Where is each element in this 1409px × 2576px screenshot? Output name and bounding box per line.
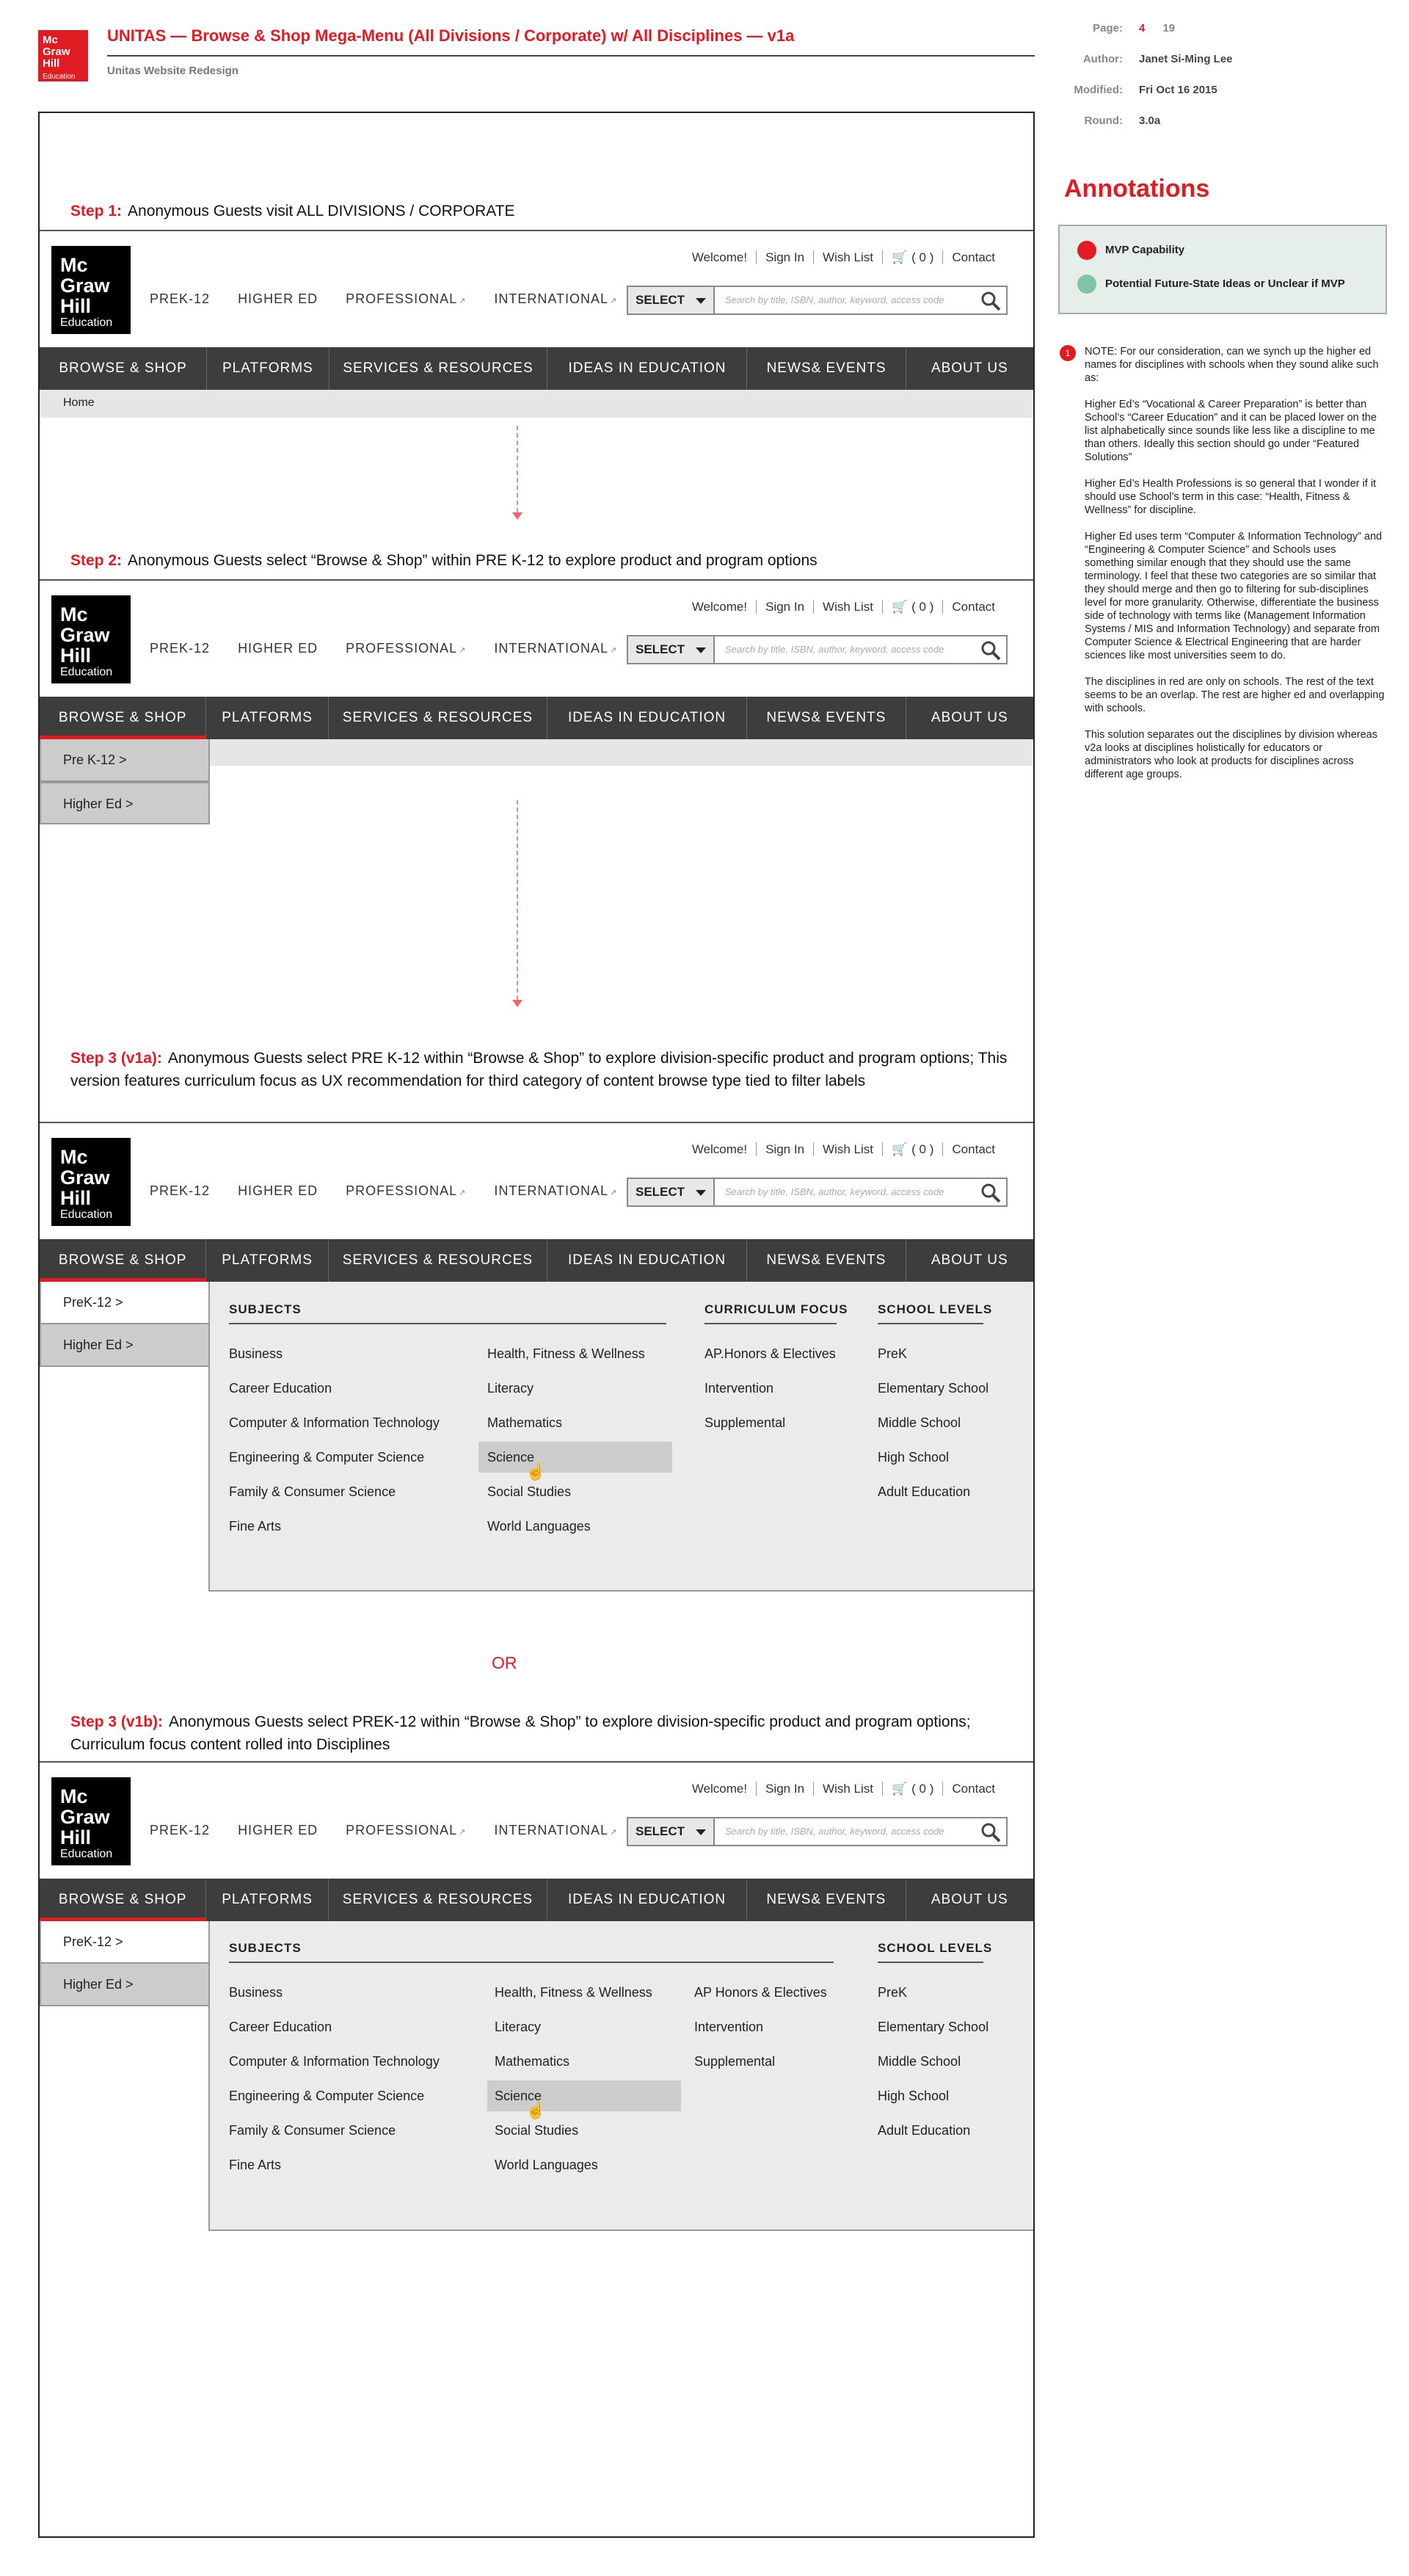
division-label: PROFESSIONAL (346, 1823, 458, 1837)
division-prek12[interactable]: PREK-12 (150, 291, 211, 306)
logo-text: Education (60, 1208, 113, 1221)
note-paragraph: Higher Ed uses term “Computer & Information Technology” and “Engineering & Computer Science” and Schools uses something similar enough that they should use the same terminology. I feel that these two categories are so similar that they should merge and then go to filtering for sub-disciplines level for more granularity. Otherwise, differentiate the business side of technology with terms like (Management Information Systems / MIS and Information Technology) and separate from Computer Science & Electrical Engineering that are harder sciences like most universities seem to do. (1085, 531, 1383, 661)
note-paragraph: This solution separates out the disciplines by division whereas v2a looks at disciplines holistically for educators or administrators who look at products for disciplines across different age groups. (1085, 729, 1377, 780)
search-bar (627, 635, 1008, 664)
mega-menu-link[interactable]: Mathematics (495, 2054, 570, 2069)
division-international[interactable] (494, 1823, 617, 1837)
welcome-text: Welcome! (691, 250, 748, 264)
legend (1058, 225, 1387, 314)
future-dot-icon (1077, 275, 1096, 294)
division-links (150, 641, 641, 656)
division-professional[interactable] (346, 1183, 466, 1198)
nav-platforms[interactable]: PLATFORMS (206, 697, 329, 739)
logo-text: Hill (60, 295, 92, 317)
chevron-down-icon (696, 1829, 706, 1835)
external-link-icon: ↗ (459, 646, 467, 655)
mega-menu-link[interactable]: Fine Arts (229, 1519, 282, 1534)
logo-text: Hill (60, 1187, 92, 1209)
levels-heading: SCHOOL LEVELS (878, 1302, 983, 1324)
search-icon[interactable] (980, 639, 1002, 661)
division-prek12[interactable]: PREK-12 (150, 1823, 211, 1837)
main-nav (40, 1239, 1033, 1282)
nav-platforms[interactable]: PLATFORMS (206, 1879, 329, 1921)
search-icon[interactable] (980, 1821, 1002, 1843)
note-badge: 1 (1060, 345, 1076, 361)
contact-link[interactable]: Contact (942, 600, 1004, 614)
site-header (40, 1123, 1033, 1285)
step-text: Anonymous Guests select “Browse & Shop” within PRE K-12 to explore product and program options (128, 552, 818, 569)
cart-link[interactable] (882, 250, 942, 264)
mega-menu-link[interactable]: Middle School (878, 1415, 961, 1430)
search-input[interactable]: Search by title, ISBN, author, keyword, access code (725, 1186, 944, 1197)
mega-menu-link[interactable]: Business (229, 1985, 283, 2000)
wishlist-link[interactable]: Wish List (813, 250, 882, 264)
wishlist-link[interactable]: Wish List (813, 600, 882, 614)
mega-menu-link[interactable]: Engineering & Computer Science (229, 2089, 425, 2103)
search-icon[interactable] (980, 1182, 1002, 1204)
nav-services-resources[interactable]: SERVICES & RESOURCES (329, 1239, 547, 1282)
utility-links (683, 1782, 1004, 1796)
logo-text: Graw (60, 1167, 110, 1189)
division-label: INTERNATIONAL (494, 1823, 609, 1837)
meta-round (1035, 115, 1160, 127)
cart-link[interactable] (882, 600, 942, 614)
levels-heading: SCHOOL LEVELS (878, 1941, 983, 1963)
nav-platforms[interactable]: PLATFORMS (206, 1239, 329, 1282)
external-link-icon: ↗ (610, 1189, 618, 1197)
nav-news-events[interactable]: NEWS& EVENTS (747, 1239, 906, 1282)
utility-links (683, 1142, 1004, 1157)
nav-services-resources[interactable]: SERVICES & RESOURCES (329, 1879, 547, 1921)
cursor-hand-icon: ☝ (525, 1462, 546, 1481)
division-higher-ed[interactable]: HIGHER ED (238, 641, 318, 656)
step-3a (70, 1047, 1017, 1092)
logo-text: Education (43, 73, 76, 81)
search-scope-select[interactable] (628, 1818, 715, 1845)
mega-menu-link[interactable]: PreK (878, 1346, 908, 1361)
mega-menu-link[interactable]: Adult Education (878, 2123, 971, 2138)
menu-item-higher-ed[interactable]: Higher Ed > (40, 782, 210, 824)
doc-logo (38, 30, 88, 81)
division-international[interactable] (494, 641, 617, 656)
meta-value: 3.0a (1139, 115, 1161, 127)
chevron-down-icon (696, 298, 706, 304)
meta-label: Round: (1084, 115, 1123, 127)
mega-menu-link[interactable]: World Languages (487, 1519, 591, 1534)
mega-menu-link[interactable]: Science (487, 1450, 535, 1465)
logo-text: Graw (60, 1806, 110, 1828)
cart-link[interactable] (882, 1782, 942, 1796)
cart-count: ( 0 ) (911, 600, 934, 614)
flow-arrow (517, 800, 520, 1000)
mega-menu-b (208, 1921, 1033, 2231)
browse-side-menu (40, 1921, 210, 2006)
nav-news-events[interactable]: NEWS& EVENTS (747, 697, 906, 739)
mega-menu-link[interactable]: AP.Honors & Electives (704, 1346, 836, 1361)
subjects-heading: SUBJECTS (229, 1941, 834, 1963)
welcome-text: Welcome! (691, 1782, 748, 1796)
mega-menu-link[interactable]: PreK (878, 1985, 908, 2000)
meta-modified (1035, 84, 1217, 96)
step-1 (70, 200, 515, 222)
brand-logo[interactable] (51, 1777, 131, 1865)
mega-menu-link[interactable]: Family & Consumer Science (229, 1484, 396, 1499)
mega-menu-link[interactable]: Literacy (495, 2020, 542, 2034)
note-paragraph: NOTE: For our consideration, can we synch up the higher ed names for disciplines with schools when they sound alike such as: (1085, 346, 1379, 384)
step-label: Step 2: (70, 552, 123, 569)
mega-menu-link[interactable]: Engineering & Computer Science (229, 1450, 425, 1465)
cart-count: ( 0 ) (911, 250, 934, 264)
logo-text: Mc (60, 603, 88, 625)
search-bar (627, 1817, 1008, 1846)
signin-link[interactable]: Sign In (756, 1782, 813, 1796)
cart-icon: 🛒 (892, 250, 908, 264)
mega-menu-link[interactable]: Intervention (704, 1381, 774, 1396)
division-label: INTERNATIONAL (494, 1183, 609, 1198)
search-input[interactable]: Search by title, ISBN, author, keyword, access code (725, 1826, 944, 1837)
mega-menu-a (208, 1282, 1033, 1592)
step-text: Anonymous Guests select PREK-12 within “Browse & Shop” to explore division-specific product and program options; Curriculum focus content rolled into Disciplines (70, 1713, 971, 1753)
chevron-down-icon (696, 647, 706, 653)
mega-menu-link[interactable]: Health, Fitness & Wellness (487, 1346, 645, 1361)
search-bar (627, 286, 1008, 315)
division-professional[interactable] (346, 291, 466, 306)
cart-count: ( 0 ) (911, 1782, 934, 1796)
nav-news-events[interactable]: NEWS& EVENTS (747, 347, 906, 390)
mega-menu-link[interactable]: Supplemental (694, 2054, 776, 2069)
nav-browse-shop[interactable]: BROWSE & SHOP (40, 1879, 206, 1921)
doc-rule (107, 55, 1035, 57)
nav-services-resources[interactable]: SERVICES & RESOURCES (329, 697, 547, 739)
meta-label: Page: (1093, 22, 1123, 35)
nav-ideas-in-education[interactable]: IDEAS IN EDUCATION (547, 347, 747, 390)
menu-item-prek12[interactable]: PreK-12 > (40, 1282, 210, 1324)
search-input[interactable]: Search by title, ISBN, author, keyword, access code (725, 294, 944, 305)
site-header (40, 1763, 1033, 1924)
division-links (150, 1823, 641, 1838)
site-header (40, 231, 1033, 393)
division-label: PROFESSIONAL (346, 291, 458, 306)
wishlist-link[interactable]: Wish List (813, 1142, 882, 1156)
search-scope-select[interactable] (628, 287, 715, 313)
contact-link[interactable]: Contact (942, 1782, 1004, 1796)
meta-value: Fri Oct 16 2015 (1139, 84, 1217, 96)
search-icon[interactable] (980, 290, 1002, 312)
step-label: Step 1: (70, 203, 123, 219)
menu-item-prek12[interactable]: Pre K-12 > (40, 739, 210, 782)
step-text: Anonymous Guests visit ALL DIVISIONS / CORPORATE (128, 203, 515, 219)
mega-menu-link[interactable]: Computer & Information Technology (229, 2054, 440, 2069)
nav-browse-shop[interactable]: BROWSE & SHOP (40, 347, 207, 390)
brand-logo[interactable] (51, 246, 131, 334)
external-link-icon: ↗ (610, 1828, 618, 1837)
signin-link[interactable]: Sign In (756, 600, 813, 614)
legend-mvp: MVP Capability (1105, 244, 1185, 256)
mega-menu-link[interactable]: High School (878, 1450, 950, 1465)
meta-value: 19 (1162, 22, 1176, 35)
signin-link[interactable]: Sign In (756, 1142, 813, 1156)
mega-menu-link[interactable]: Social Studies (495, 2123, 579, 2138)
division-higher-ed[interactable]: HIGHER ED (238, 1823, 318, 1837)
mega-menu-link[interactable]: AP Honors & Electives (694, 1985, 827, 2000)
meta-value: Janet Si-Ming Lee (1139, 53, 1233, 65)
logo-text: Graw (60, 275, 110, 297)
division-label: INTERNATIONAL (494, 641, 609, 656)
cart-link[interactable] (882, 1142, 942, 1156)
mvp-dot-icon (1077, 241, 1096, 260)
contact-link[interactable]: Contact (942, 1142, 1004, 1156)
note-paragraph: Higher Ed’s Health Professions is so general that I wonder if it should use School’s term in this case: “Health, Fitness & Wellness” for discipline. (1085, 478, 1377, 516)
step-label: Step 3 (v1b): (70, 1713, 164, 1730)
logo-text: Mc (60, 1785, 88, 1807)
menu-item-prek12[interactable]: PreK-12 > (40, 1921, 210, 1964)
note-paragraph: Higher Ed’s “Vocational & Career Preparation” is better than School’s “Career Education” and it can be placed lower on the list alphabetically since sounds like less like a discipline to me than others. Ideally this section should go under “Featured Solutions” (1085, 399, 1377, 463)
logo-text: Hill (60, 645, 92, 667)
logo-text: Hill (43, 57, 60, 70)
mega-menu-link[interactable]: Career Education (229, 2020, 332, 2034)
chevron-down-icon (696, 1190, 706, 1196)
legend-future: Potential Future-State Ideas or Unclear if MVP (1105, 277, 1345, 290)
select-label: SELECT (636, 1185, 685, 1199)
external-link-icon: ↗ (459, 1828, 467, 1837)
mega-menu-link[interactable]: Social Studies (487, 1484, 572, 1499)
doc-subtitle: Unitas Website Redesign (107, 65, 239, 77)
breadcrumb (40, 390, 1033, 418)
mega-menu-link[interactable]: World Languages (495, 2158, 598, 2172)
annotation-note (1085, 345, 1387, 794)
wishlist-link[interactable]: Wish List (813, 1782, 882, 1796)
mega-menu-link[interactable]: Supplemental (704, 1415, 786, 1430)
search-scope-select[interactable] (628, 1179, 715, 1205)
logo-text: Mc (60, 1146, 88, 1168)
division-higher-ed[interactable]: HIGHER ED (238, 291, 318, 306)
mega-menu-link[interactable]: Middle School (878, 2054, 961, 2069)
cart-icon: 🛒 (892, 600, 908, 614)
mega-menu-link[interactable]: Science (495, 2089, 542, 2103)
nav-about-us[interactable]: ABOUT US (931, 710, 1008, 725)
nav-ideas-in-education[interactable]: IDEAS IN EDUCATION (547, 1239, 747, 1282)
division-label: PROFESSIONAL (346, 641, 458, 656)
search-input[interactable]: Search by title, ISBN, author, keyword, access code (725, 644, 944, 655)
select-label: SELECT (636, 293, 685, 307)
division-professional[interactable] (346, 1823, 466, 1837)
logo-text: Hill (60, 1826, 92, 1848)
division-prek12[interactable]: PREK-12 (150, 641, 211, 656)
division-higher-ed[interactable]: HIGHER ED (238, 1183, 318, 1198)
nav-about-us[interactable]: ABOUT US (931, 1892, 1008, 1907)
step-label: Step 3 (v1a): (70, 1050, 162, 1067)
nav-ideas-in-education[interactable]: IDEAS IN EDUCATION (547, 1879, 747, 1921)
step-text: Anonymous Guests select PRE K-12 within “Browse & Shop” to explore division-specific product and program options; This version features curriculum focus as UX recommendation for third category of content browse type tied to filter labels (70, 1050, 1008, 1089)
browse-side-menu (40, 1282, 210, 1367)
division-label: INTERNATIONAL (494, 291, 609, 306)
utility-links (683, 250, 1004, 265)
division-prek12[interactable]: PREK-12 (150, 1183, 211, 1198)
main-nav (40, 347, 1033, 390)
mega-menu-link[interactable]: Career Education (229, 1381, 332, 1396)
or-divider: OR (492, 1653, 517, 1672)
meta-value: 4 (1139, 22, 1146, 35)
select-label: SELECT (636, 1824, 685, 1838)
external-link-icon: ↗ (610, 297, 618, 305)
menu-item-higher-ed[interactable]: Higher Ed > (40, 1964, 210, 2006)
cart-count: ( 0 ) (911, 1142, 934, 1156)
mega-menu-link[interactable]: Mathematics (487, 1415, 563, 1430)
logo-text: Graw (43, 46, 70, 58)
doc-title: UNITAS — Browse & Shop Mega-Menu (All Divisions / Corporate) w/ All Disciplines — v1a (107, 26, 795, 45)
division-label: PROFESSIONAL (346, 1183, 458, 1198)
breadcrumb-home[interactable]: Home (63, 396, 95, 409)
division-links (150, 1183, 641, 1199)
meta-page (1035, 22, 1175, 35)
meta-author (1035, 53, 1233, 65)
mega-menu-link[interactable]: Adult Education (878, 1484, 971, 1499)
mega-menu-link[interactable]: Intervention (694, 2020, 764, 2034)
note-paragraph: The disciplines in red are only on schools. The rest of the text seems to be an overlap. The rest are higher ed and overlapping with schools. (1085, 676, 1385, 714)
welcome-text: Welcome! (691, 600, 748, 614)
division-links (150, 291, 641, 307)
step-2 (70, 549, 818, 572)
signin-link[interactable]: Sign In (756, 250, 813, 264)
annotations-title: Annotations (1064, 175, 1210, 203)
flow-arrow-head (512, 512, 523, 520)
nav-browse-shop[interactable]: BROWSE & SHOP (40, 697, 206, 739)
external-link-icon: ↗ (459, 1189, 467, 1197)
logo-text: Mc (43, 34, 58, 46)
mega-menu-link[interactable]: Business (229, 1346, 283, 1361)
meta-label: Modified: (1074, 84, 1123, 96)
welcome-text: Welcome! (691, 1142, 748, 1156)
nav-platforms[interactable]: PLATFORMS (207, 347, 329, 390)
meta-label: Author: (1082, 53, 1123, 65)
nav-ideas-in-education[interactable]: IDEAS IN EDUCATION (547, 697, 747, 739)
step-3b (70, 1710, 1017, 1756)
mega-menu-link[interactable]: High School (878, 2089, 950, 2103)
mega-menu-link[interactable]: Elementary School (878, 2020, 989, 2034)
logo-text: Graw (60, 624, 110, 646)
nav-services-resources[interactable]: SERVICES & RESOURCES (330, 347, 548, 390)
cart-icon: 🛒 (892, 1142, 908, 1156)
logo-text: Education (60, 666, 113, 678)
cursor-hand-icon: ☝ (525, 2101, 546, 2119)
brand-logo[interactable] (51, 595, 131, 683)
main-nav (40, 697, 1033, 739)
mega-menu-link[interactable]: Family & Consumer Science (229, 2123, 396, 2138)
contact-link[interactable]: Contact (942, 250, 1004, 264)
menu-item-higher-ed[interactable]: Higher Ed > (40, 1324, 210, 1367)
division-international[interactable] (494, 291, 617, 306)
browse-side-menu (40, 739, 210, 824)
logo-text: Education (60, 316, 113, 329)
external-link-icon: ↗ (459, 297, 467, 305)
mega-menu-link[interactable]: Elementary School (878, 1381, 989, 1396)
main-nav (40, 1879, 1033, 1921)
external-link-icon: ↗ (610, 646, 618, 655)
nav-about-us[interactable]: ABOUT US (931, 1252, 1008, 1268)
mega-menu-link[interactable]: Literacy (487, 1381, 534, 1396)
nav-news-events[interactable]: NEWS& EVENTS (747, 1879, 906, 1921)
search-bar (627, 1178, 1008, 1207)
logo-text: Mc (60, 254, 88, 276)
mega-menu-link[interactable]: Fine Arts (229, 2158, 282, 2172)
brand-logo[interactable] (51, 1138, 131, 1226)
flow-arrow (517, 426, 520, 512)
mega-menu-link[interactable]: Health, Fitness & Wellness (495, 1985, 652, 2000)
division-international[interactable] (494, 1183, 617, 1198)
mega-menu-link[interactable]: Computer & Information Technology (229, 1415, 440, 1430)
nav-about-us[interactable]: ABOUT US (931, 360, 1008, 376)
division-professional[interactable] (346, 641, 466, 656)
utility-links (683, 600, 1004, 614)
flow-arrow-head (512, 1000, 523, 1007)
logo-text: Education (60, 1848, 113, 1860)
select-label: SELECT (636, 642, 685, 656)
cart-icon: 🛒 (892, 1782, 908, 1796)
site-header (40, 581, 1033, 742)
subjects-heading: SUBJECTS (229, 1302, 666, 1324)
nav-browse-shop[interactable]: BROWSE & SHOP (40, 1239, 206, 1282)
search-scope-select[interactable] (628, 636, 715, 663)
curriculum-heading: CURRICULUM FOCUS (704, 1302, 837, 1324)
